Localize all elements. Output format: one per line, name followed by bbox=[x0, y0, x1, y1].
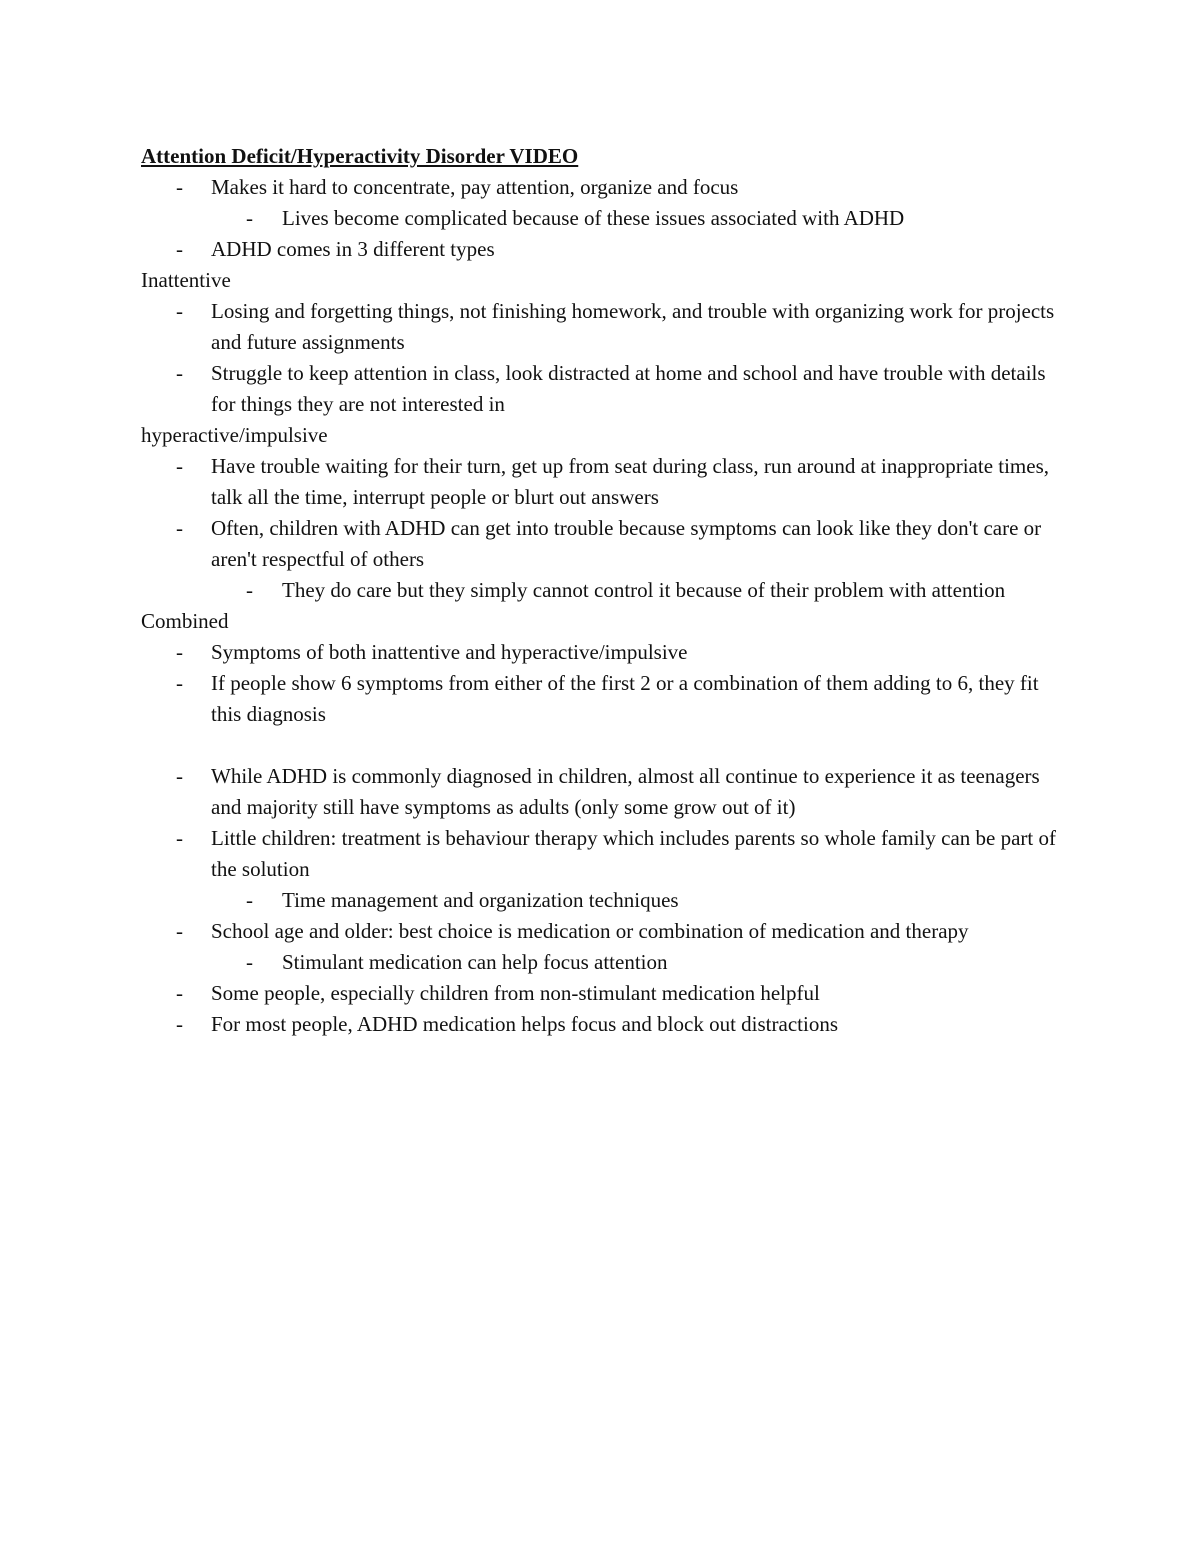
list-item-nested bbox=[141, 885, 1061, 916]
section-heading-inattentive: Inattentive bbox=[141, 268, 231, 292]
list-item-text: While ADHD is commonly diagnosed in children, almost all continue to experience it as teenagers and majority still have symptoms as adults (only some grow out of it) bbox=[211, 764, 1040, 819]
bullet-dash: - bbox=[176, 826, 183, 850]
list-item bbox=[141, 1009, 1061, 1040]
list-item-text: If people show 6 symptoms from either of the first 2 or a combination of them adding to 6, they fit this diagnosis bbox=[211, 671, 1039, 726]
list-item-text: Symptoms of both inattentive and hyperactive/impulsive bbox=[211, 640, 688, 664]
section-heading-hyperactive: hyperactive/impulsive bbox=[141, 423, 328, 447]
bullet-dash: - bbox=[176, 299, 183, 323]
list-item-text: School age and older: best choice is medication or combination of medication and therapy bbox=[211, 919, 969, 943]
bullet-dash: - bbox=[176, 1012, 183, 1036]
bullet-dash: - bbox=[176, 671, 183, 695]
document-title: Attention Deficit/Hyperactivity Disorder VIDEO bbox=[141, 144, 579, 168]
list-item-text: Losing and forgetting things, not finishing homework, and trouble with organizing work for projects and future assignments bbox=[211, 299, 1055, 354]
list-item-nested bbox=[141, 575, 1061, 606]
bullet-dash: - bbox=[176, 640, 183, 664]
document-body bbox=[141, 141, 1061, 1040]
bullet-dash: - bbox=[176, 764, 183, 788]
bullet-dash: - bbox=[176, 919, 183, 943]
list-item bbox=[141, 358, 1061, 420]
bullet-dash: - bbox=[246, 578, 253, 602]
list-item-nested bbox=[141, 947, 1061, 978]
list-item bbox=[141, 296, 1061, 358]
list-item-text: Lives become complicated because of these issues associated with ADHD bbox=[282, 206, 905, 230]
list-item-text: For most people, ADHD medication helps focus and block out distractions bbox=[211, 1012, 838, 1036]
list-item-text: They do care but they simply cannot control it because of their problem with attention bbox=[282, 578, 1006, 602]
list-item bbox=[141, 761, 1061, 823]
list-item-text: Little children: treatment is behaviour therapy which includes parents so whole family can be part of the solution bbox=[211, 826, 1056, 881]
bullet-dash: - bbox=[246, 888, 253, 912]
list-item-text: Stimulant medication can help focus attention bbox=[282, 950, 668, 974]
list-item bbox=[141, 172, 1061, 203]
list-item bbox=[141, 978, 1061, 1009]
bullet-dash: - bbox=[246, 206, 253, 230]
bullet-dash: - bbox=[176, 361, 183, 385]
list-item bbox=[141, 451, 1061, 513]
blank-line bbox=[141, 730, 1061, 761]
list-item-nested bbox=[141, 203, 1061, 234]
bullet-dash: - bbox=[176, 454, 183, 478]
bullet-dash: - bbox=[176, 175, 183, 199]
list-item bbox=[141, 916, 1061, 947]
bullet-dash: - bbox=[176, 516, 183, 540]
list-item-text: Struggle to keep attention in class, look distracted at home and school and have trouble with details for things they are not interested in bbox=[211, 361, 1046, 416]
list-item bbox=[141, 668, 1061, 730]
list-item bbox=[141, 513, 1061, 575]
list-item bbox=[141, 823, 1061, 885]
section-heading-combined: Combined bbox=[141, 609, 229, 633]
bullet-dash: - bbox=[176, 981, 183, 1005]
bullet-dash: - bbox=[176, 237, 183, 261]
list-item-text: Time management and organization techniques bbox=[282, 888, 679, 912]
list-item-text: ADHD comes in 3 different types bbox=[211, 237, 495, 261]
bullet-dash: - bbox=[246, 950, 253, 974]
list-item-text: Have trouble waiting for their turn, get up from seat during class, run around at inappropriate times, talk all the time, interrupt people or blurt out answers bbox=[211, 454, 1050, 509]
list-item-text: Some people, especially children from non-stimulant medication helpful bbox=[211, 981, 820, 1005]
list-item-text: Makes it hard to concentrate, pay attention, organize and focus bbox=[211, 175, 739, 199]
list-item bbox=[141, 637, 1061, 668]
list-item-text: Often, children with ADHD can get into trouble because symptoms can look like they don't care or aren't respectful of others bbox=[211, 516, 1042, 571]
list-item bbox=[141, 234, 1061, 265]
